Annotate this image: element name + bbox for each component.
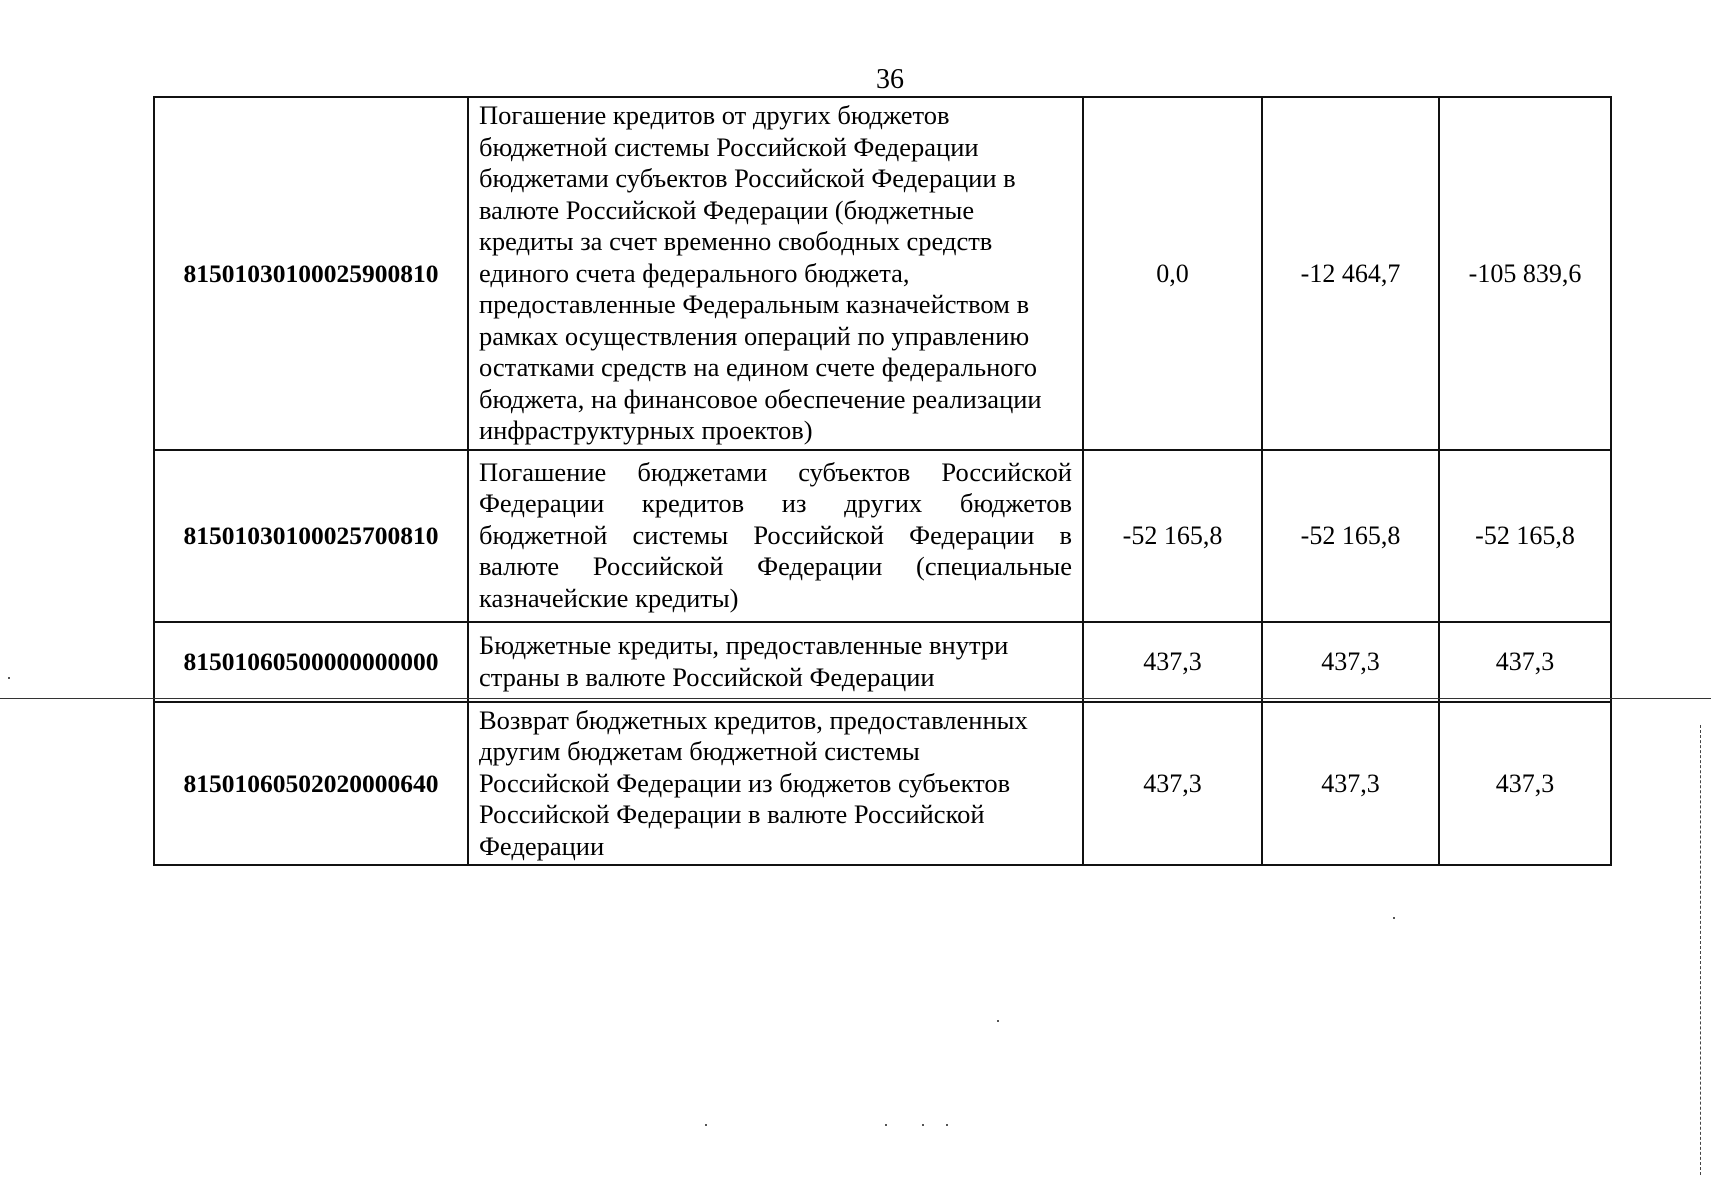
budget-table — [153, 96, 1612, 866]
description-line: предоставленные Федеральным казначейством в — [479, 289, 1030, 319]
description-line: рамках осуществления операций по управлению — [479, 320, 1030, 351]
table-row — [154, 450, 1611, 622]
description-line: остатками средств на едином счете федерального — [479, 352, 1037, 382]
scan-dot — [8, 677, 10, 679]
value-year-3: -105 839,6 — [1439, 97, 1611, 450]
description-line: Бюджетные кредиты, предоставленные внутри — [479, 630, 1009, 660]
description-line: бюджета, на финансовое обеспечение реализации — [479, 383, 1042, 414]
value-year-2: -12 464,7 — [1262, 97, 1439, 450]
value-year-1: -52 165,8 — [1083, 450, 1262, 622]
budget-code: 81501030100025900810 — [154, 97, 468, 450]
scan-dot — [885, 1124, 887, 1126]
scan-dot — [705, 1124, 707, 1126]
table-row — [154, 622, 1611, 702]
description-line: Российской Федерации в валюте Российской — [479, 799, 985, 829]
description-line: Федерации кредитов из других бюджетов — [479, 488, 1072, 519]
description-line: бюджетной системы Российской Федерации — [479, 131, 979, 162]
scan-dot — [922, 1124, 924, 1126]
description — [468, 97, 1083, 450]
value-year-1: 437,3 — [1083, 702, 1262, 866]
description — [468, 622, 1083, 702]
description-line: Погашение кредитов от других бюджетов — [479, 100, 950, 130]
value-year-1: 0,0 — [1083, 97, 1262, 450]
budget-code: 81501060502020000640 — [154, 702, 468, 866]
scan-dot — [946, 1124, 948, 1126]
table-row — [154, 97, 1611, 450]
budget-code: 81501030100025700810 — [154, 450, 468, 622]
description-line: Возврат бюджетных кредитов, предоставленных — [479, 704, 1028, 735]
page-number: 36 — [876, 64, 904, 95]
description-line: инфраструктурных проектов) — [479, 415, 813, 445]
value-year-3: -52 165,8 — [1439, 450, 1611, 622]
value-year-2: -52 165,8 — [1262, 450, 1439, 622]
value-year-2: 437,3 — [1262, 622, 1439, 702]
description-line: валюте Российской Федерации (специальные — [479, 551, 1072, 582]
description — [468, 702, 1083, 866]
description-line: бюджетами субъектов Российской Федерации в — [479, 163, 1016, 193]
scan-artifact-line — [0, 698, 1711, 699]
description-line: валюте Российской Федерации (бюджетные — [479, 194, 975, 225]
description-line: кредиты за счет временно свободных средств — [479, 226, 993, 256]
description-line: другим бюджетам бюджетной системы — [479, 736, 920, 766]
description-line: Федерации — [479, 830, 605, 861]
scan-artifact-line — [1700, 725, 1701, 1175]
description-line: единого счета федерального бюджета, — [479, 257, 910, 288]
description-line: казначейские кредиты) — [479, 582, 739, 613]
table-row — [154, 702, 1611, 866]
description-line: страны в валюте Российской Федерации — [479, 661, 935, 692]
description-line: Погашение бюджетами субъектов Российской — [479, 456, 1072, 487]
value-year-3: 437,3 — [1439, 702, 1611, 866]
value-year-1: 437,3 — [1083, 622, 1262, 702]
scan-dot — [1393, 917, 1395, 919]
value-year-3: 437,3 — [1439, 622, 1611, 702]
value-year-2: 437,3 — [1262, 702, 1439, 866]
description-line: бюджетной системы Российской Федерации в — [479, 519, 1072, 550]
description-line: Российской Федерации из бюджетов субъектов — [479, 767, 1011, 798]
budget-code: 81501060500000000000 — [154, 622, 468, 702]
scan-dot — [997, 1020, 999, 1022]
description — [468, 450, 1083, 622]
